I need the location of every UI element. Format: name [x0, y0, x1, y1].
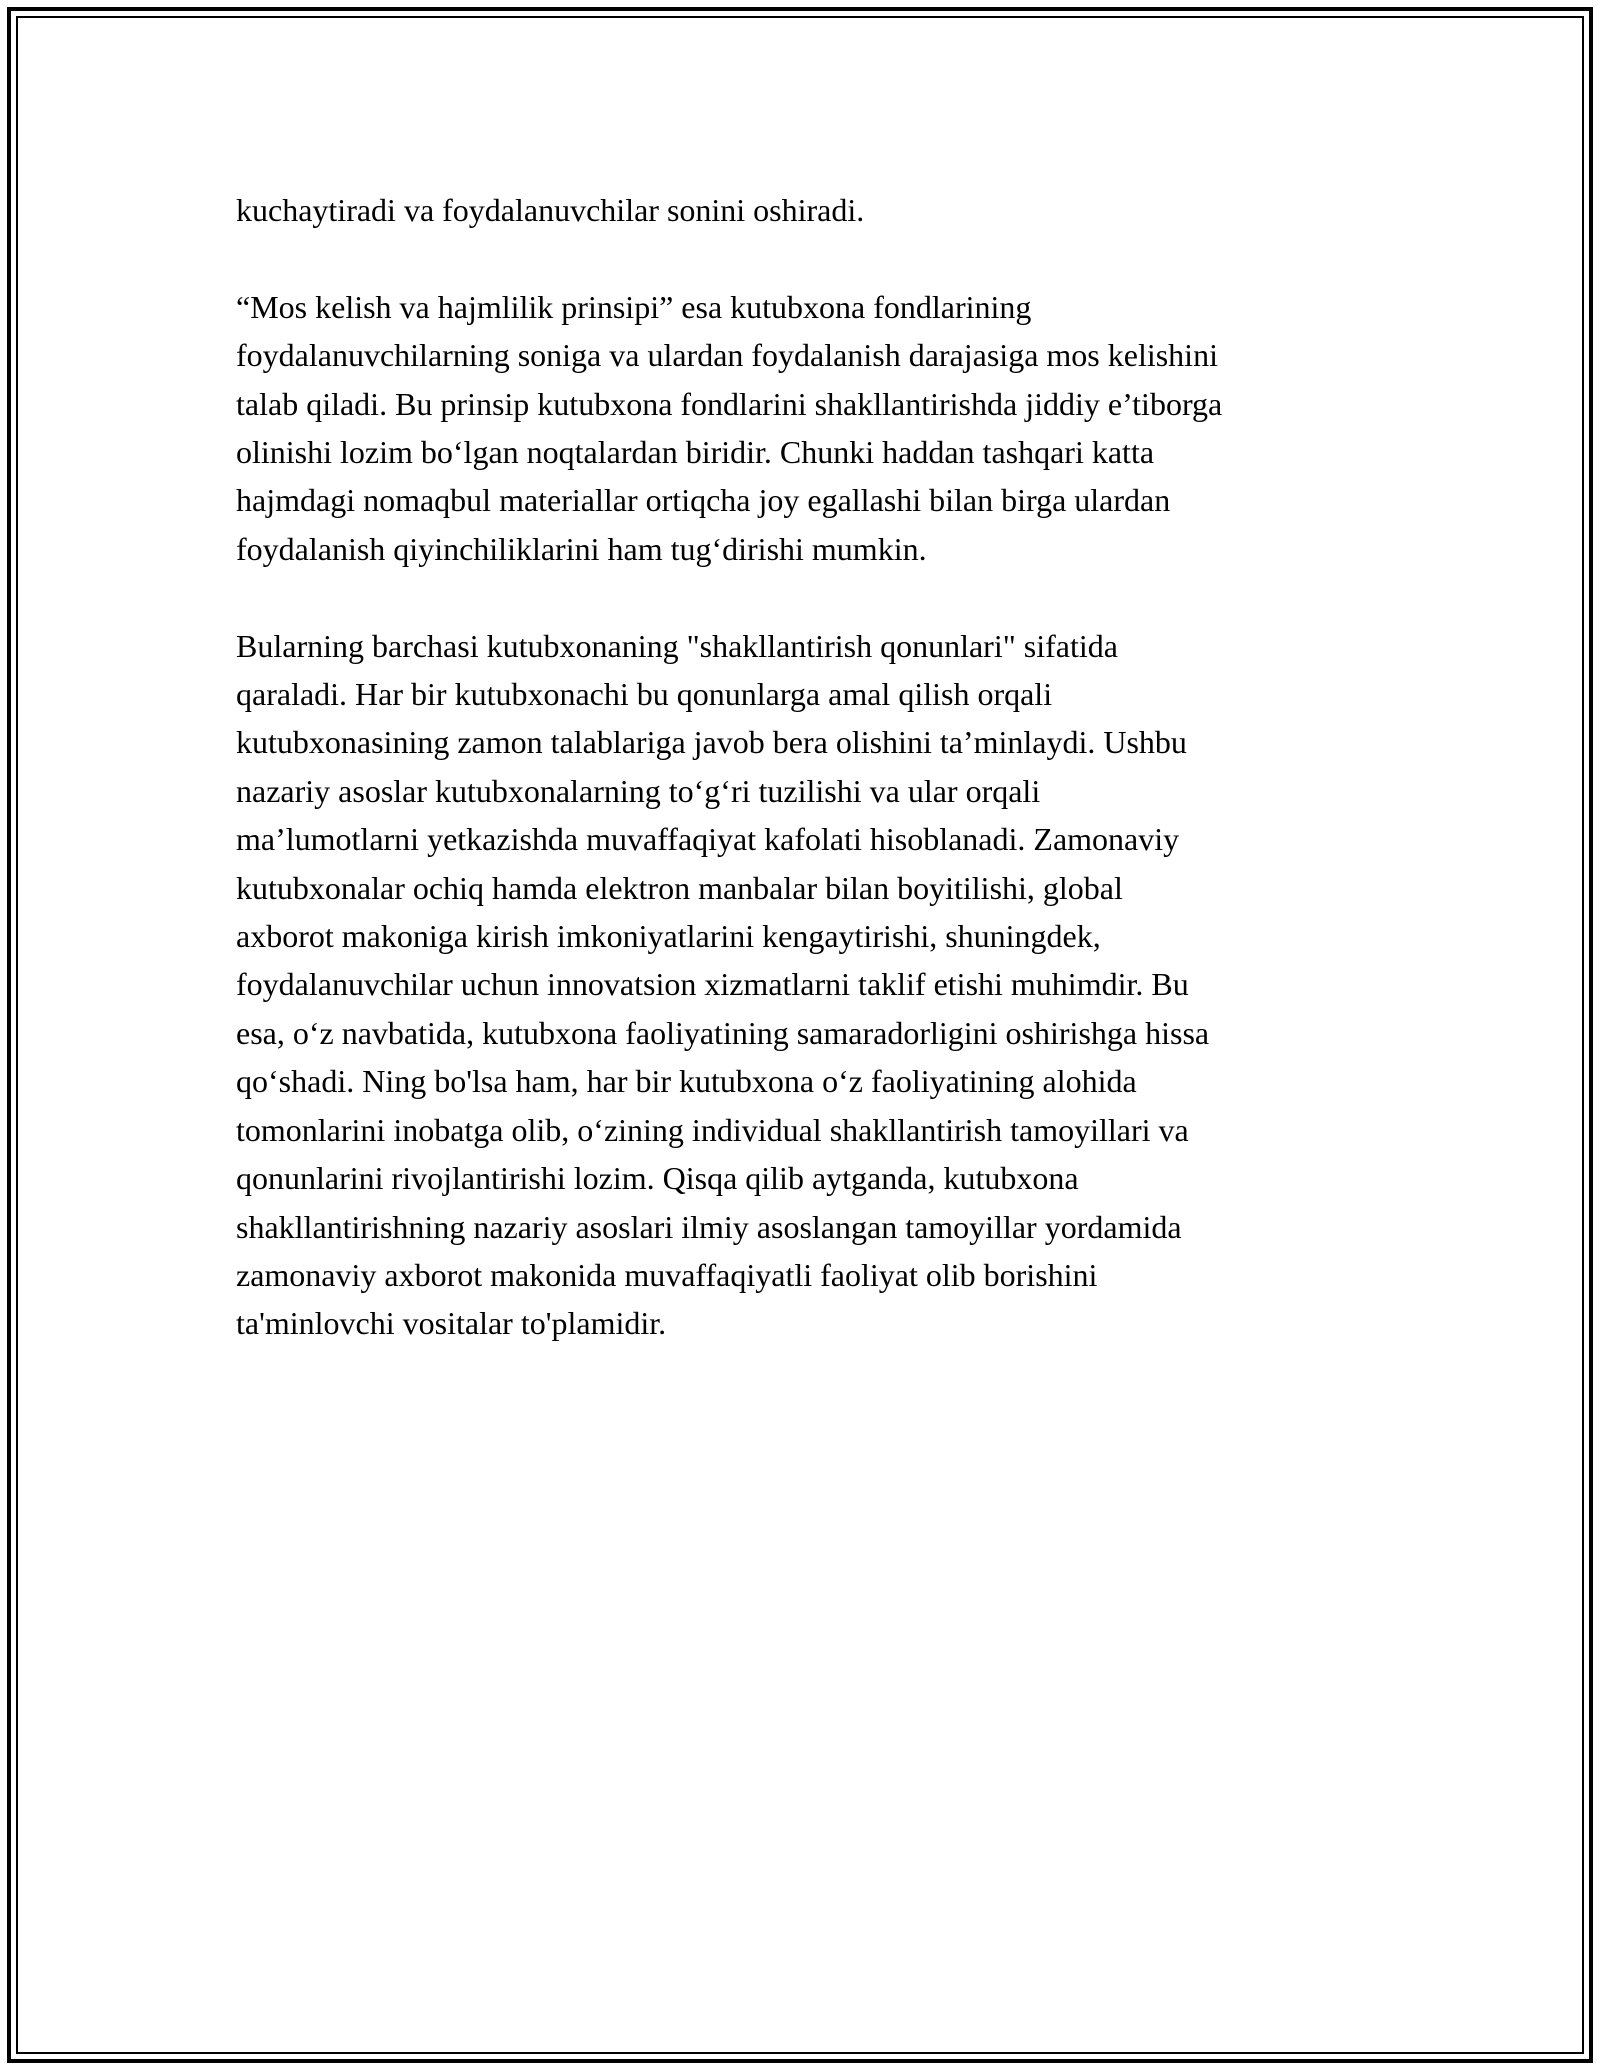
document-body: [236, 186, 1366, 1348]
paragraph-continuation: kuchaytiradi va foydalanuvchilar sonini oshiradi.: [236, 192, 865, 228]
paragraph-shakllantirish-qonunlari: Bularning barchasi kutubxonaning "shakllantirish qonunlari" sifatida qaraladi. Har bir kutubxonachi bu qonunlarga amal qilish orqali kutubxonasining zamon talablariga javob bera olishini ta’minlaydi. Ushbu nazariy asoslar kutubxonalarning to‘g‘ri tuzilishi va ular orqali ma’lumotlarni yetkazishda muvaffaqiyat kafolati hisoblanadi. Zamonaviy kutubxonalar ochiq hamda elektron manbalar bilan boyitilishi, global axborot makoniga kirish imkoniyatlarini kengaytirishi, shuningdek, foydalanuvchilar uchun innovatsion xizmatlarni taklif etishi muhimdir. Bu esa, o‘z navbatida, kutubxona faoliyatining samaradorligini oshirishga hissa qo‘shadi. Ning bo'lsa ham, har bir kutubxona o‘z faoliyatining alohida tomonlarini inobatga olib, o‘zining individual shakllantirish tamoyillari va qonunlarini rivojlantirishi lozim. Qisqa qilib aytganda, kutubxona shakllantirishning nazariy asoslari ilmiy asoslangan tamoyillar yordamida zamonaviy axborot makonida muvaffaqiyatli faoliyat olib borishini ta'minlovchi vositalar to'plamidir.: [236, 627, 1210, 1342]
paragraph-mos-kelish-prinsipi: “Mos kelish va hajmlilik prinsipi” esa kutubxona fondlarining foydalanuvchilarning soniga va ulardan foydalanish darajasiga mos kelishini talab qiladi. Bu prinsip kutubxona fondlarini shakllantirishda jiddiy e’tiborga olinishi lozim bo‘lgan noqtalardan biridir. Chunki haddan tashqari katta hajmdagi nomaqbul materiallar ortiqcha joy egallashi bilan birga ulardan foydalanish qiyinchiliklarini ham tug‘dirishi mumkin.: [236, 288, 1223, 567]
